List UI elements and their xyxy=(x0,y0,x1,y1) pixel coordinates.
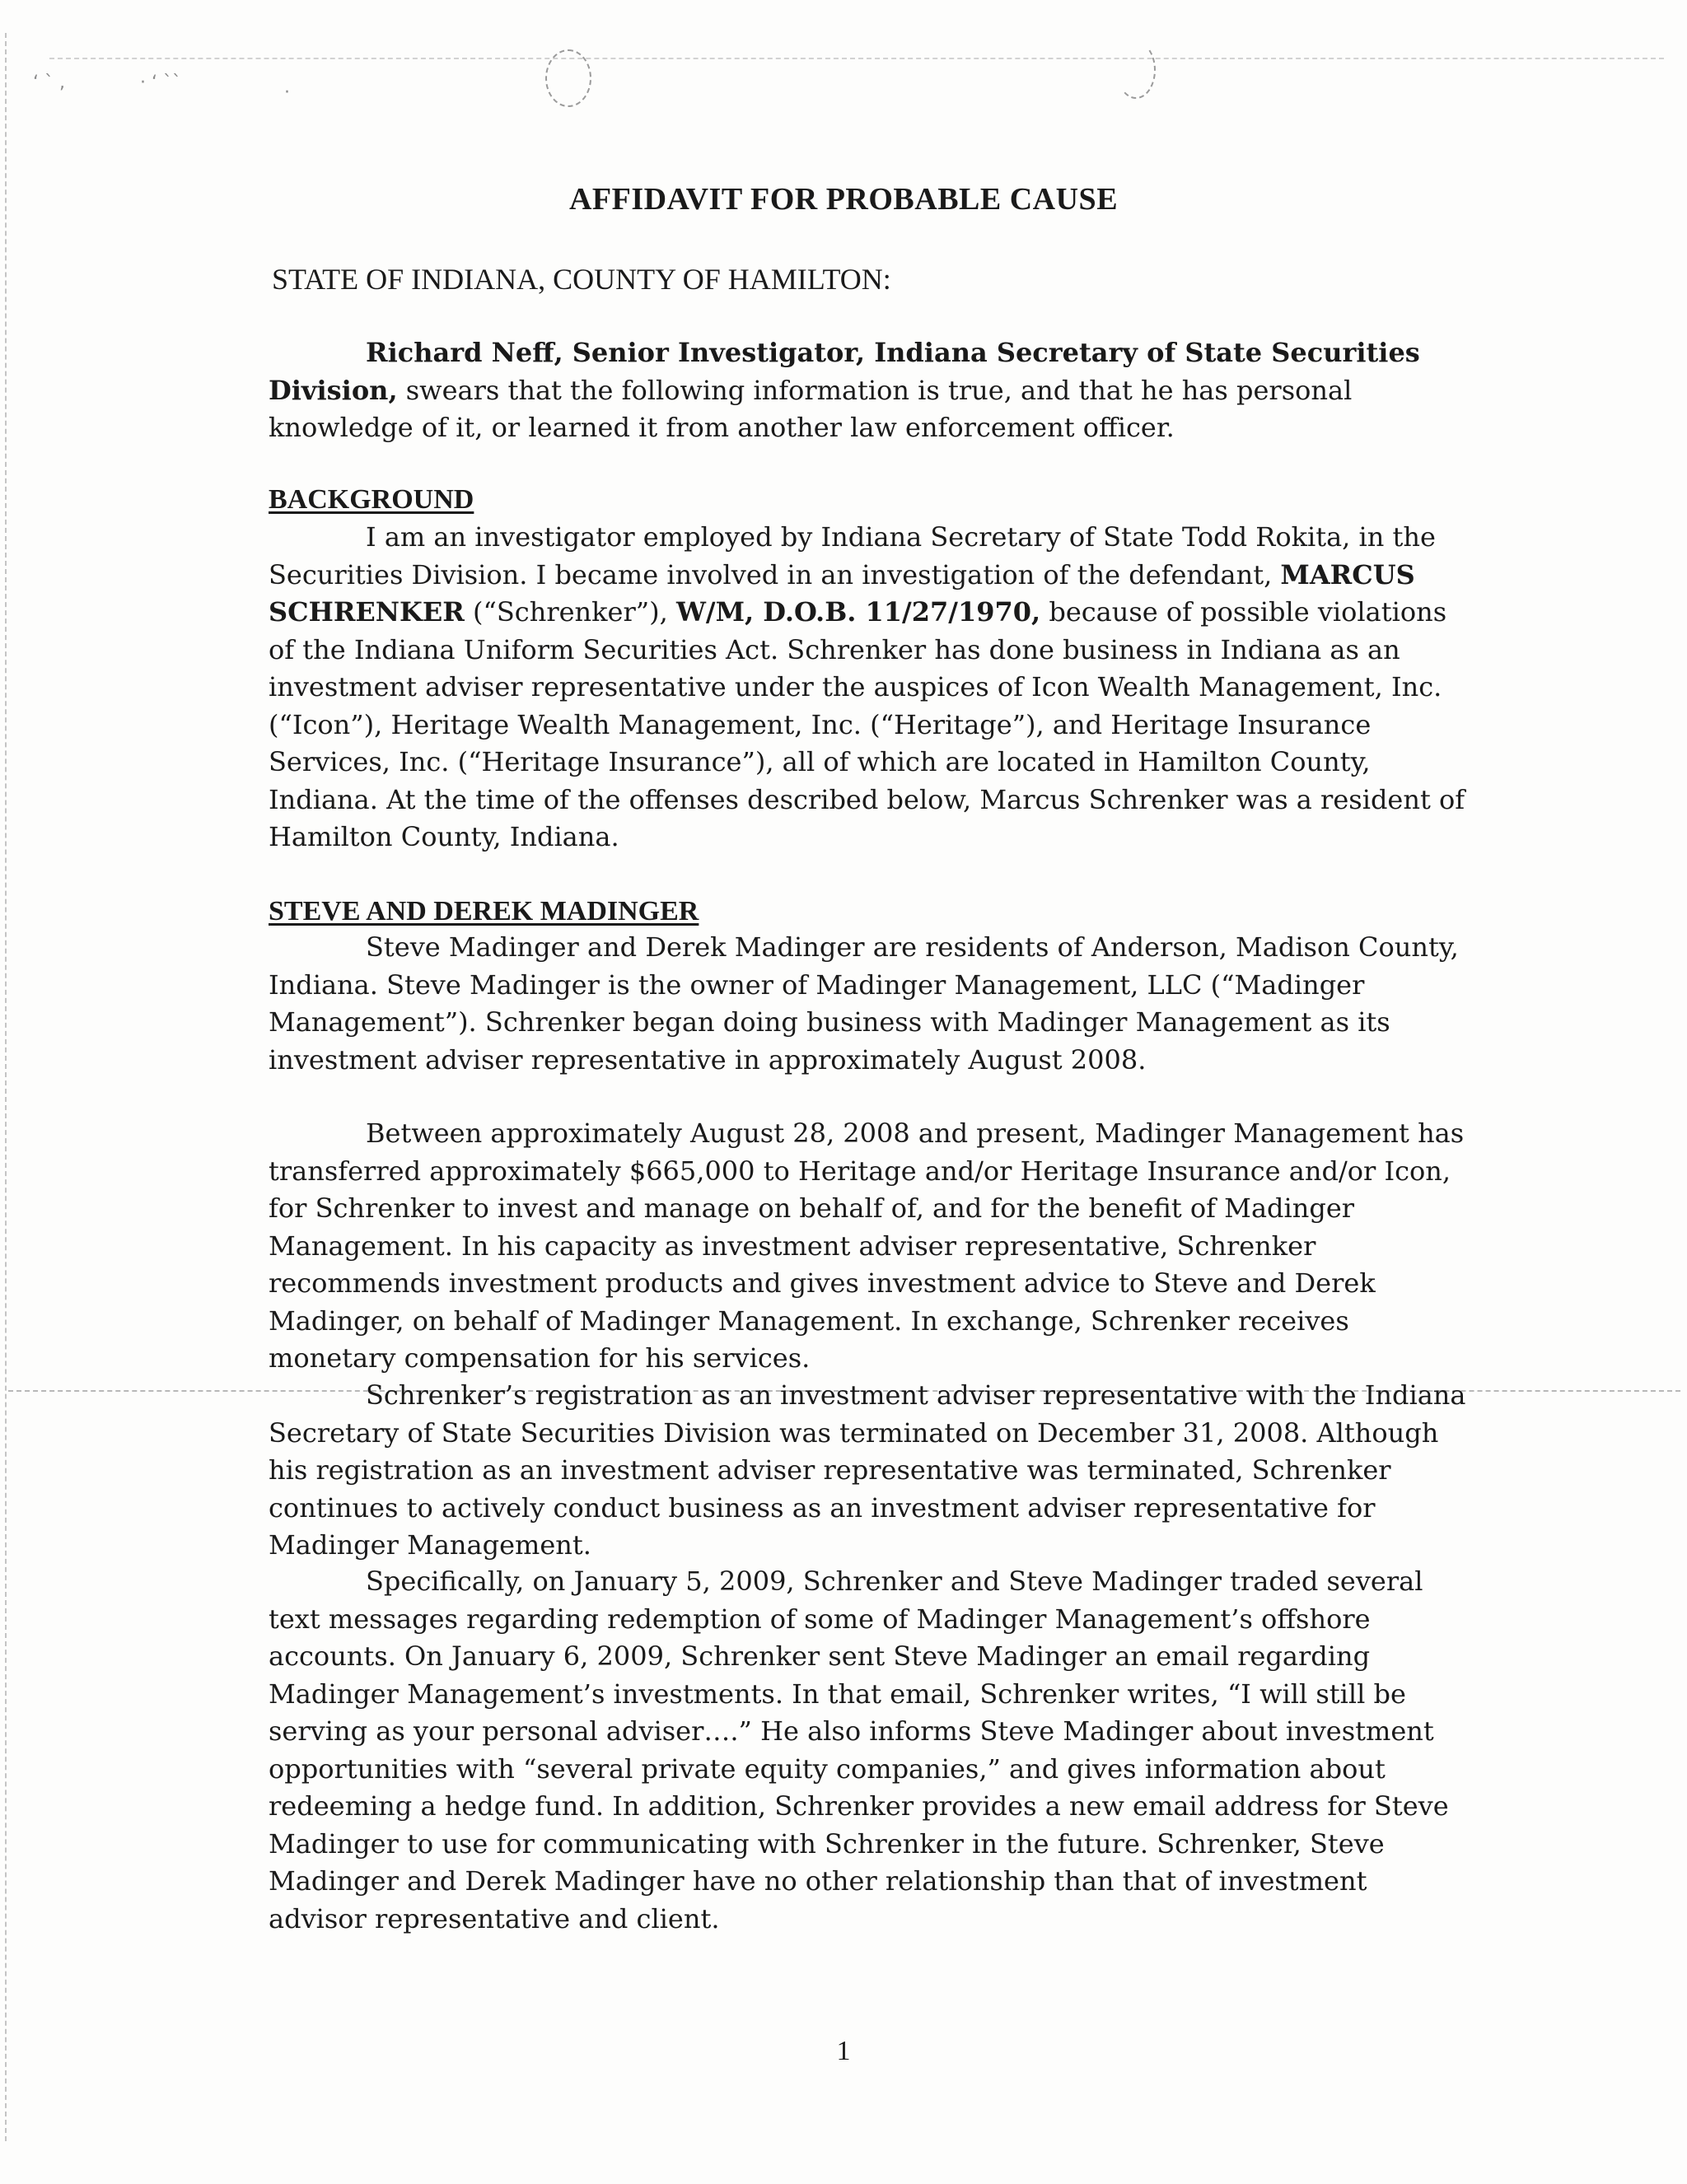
madinger-text-1: Steve Madinger and Derek Madinger are residents of Anderson, Madison County, Indiana. Steve Madinger is the owner of Madinger Management, LLC (“Madinger Management”). Schrenker began doing business with Madinger Management as its investment adviser representative in approximately August 2008. xyxy=(269,931,1459,1076)
background-paragraph xyxy=(269,519,1471,856)
background-text-1: I am an investigator employed by Indiana Secretary of State Todd Rokita, in the Securities Division. I became involved in an investigation of the defendant, xyxy=(269,521,1436,590)
madinger-text-4: Specifically, on January 5, 2009, Schrenker and Steve Madinger traded several text messages regarding redemption of some of Madinger Management’s offshore accounts. On January 6, 2009, Schrenker sent Steve Madinger an email regarding Madinger Management’s investments. In that email, Schrenker writes, “I will still be serving as your personal adviser….” He also informs Steve Madinger about investment opportunities with “several private equity companies,” and gives information about redeeming a hedge fund. In addition, Schrenker provides a new email address for Steve Madinger to use for communicating with Schrenker in the future. Schrenker, Steve Madinger and Derek Madinger have no other relationship than that of investment advisor representative and client. xyxy=(269,1566,1449,1934)
madinger-paragraph-1 xyxy=(269,929,1471,1079)
madinger-paragraph-4 xyxy=(269,1563,1471,1938)
page-number: 1 xyxy=(836,2036,851,2066)
scan-fold-line-top xyxy=(49,58,1664,59)
madinger-heading: STEVE AND DEREK MADINGER xyxy=(269,896,699,926)
scan-speck: · ‘ `` xyxy=(140,72,181,93)
background-heading: BACKGROUND xyxy=(269,484,474,515)
defendant-info: W/M, D.O.B. 11/27/1970, xyxy=(675,596,1041,628)
document-title: AFFIDAVIT FOR PROBABLE CAUSE xyxy=(568,182,1119,217)
scan-speck: ‘ ` , xyxy=(33,72,65,93)
defendant-name: MARCUS SCHRENKER xyxy=(269,558,1415,628)
background-text-2: (“Schrenker”), xyxy=(464,596,676,628)
madinger-paragraph-2 xyxy=(269,1115,1471,1378)
scan-margin-line xyxy=(5,33,7,2141)
background-text-3: because of possible violations of the Indiana Uniform Securities Act. Schrenker has done business in Indiana as an investment adviser representative under the auspices of Icon Wealth Management, Inc. (“Icon”), Heritage Wealth Management, Inc. (“Heritage”), and Heritage Insurance Services, Inc. (“Heritage Insurance”), all of which are located in Hamilton County, Indiana. At the time of the offenses described below, Marcus Schrenker was a resident of Hamilton County, Indiana. xyxy=(269,596,1465,852)
madinger-text-3: Schrenker’s registration as an investment adviser representative with the Indiana Secretary of State Securities Division was terminated on December 31, 2008. Although his registration as an investment adviser representative was terminated, Schrenker continues to actively conduct business as an investment adviser representative for Madinger Management. xyxy=(269,1379,1466,1561)
madinger-paragraph-3 xyxy=(269,1377,1471,1565)
venue-line: STATE OF INDIANA, COUNTY OF HAMILTON: xyxy=(272,263,891,296)
punch-hole-right xyxy=(1116,41,1156,99)
intro-paragraph xyxy=(269,334,1471,447)
madinger-text-2: Between approximately August 28, 2008 and present, Madinger Management has transferred approximately $665,000 to Heritage and/or Heritage Insurance and/or Icon, for Schrenker to invest and manage on behalf of, and for the benefit of Madinger Management. In his capacity as investment adviser representative, Schrenker recommends investment products and gives investment advice to Steve and Derek Madinger, on behalf of Madinger Management. In exchange, Schrenker receives monetary compensation for his services. xyxy=(269,1118,1465,1374)
affiant-name: Richard Neff, Senior Investigator, Indiana Secretary of State Securities Division, xyxy=(269,337,1420,406)
intro-text: swears that the following information is true, and that he has personal knowledge of it, or learned it from another law enforcement officer. xyxy=(269,374,1353,443)
punch-hole-left xyxy=(545,49,591,107)
scan-speck: · xyxy=(284,82,290,103)
